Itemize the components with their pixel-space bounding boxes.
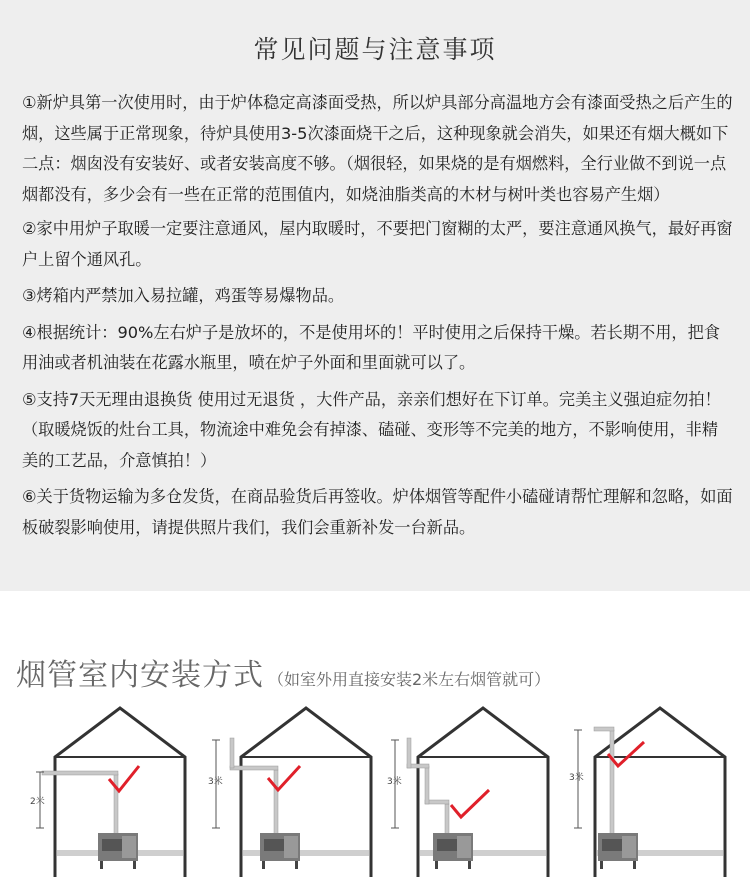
- faq-item-5: ⑤支持7天无理由退换货 使用过无退货 ，大件产品，亲亲们想好在下订单。完美主义强迫症勿拍！（取暖烧饭的灶台工具，物流途中难免会有掉漆、磕碰、变形等不完美的地方，不影响使用，非精美的工艺品，介意慎拍！）: [22, 389, 721, 470]
- install-diagram-3: [385, 700, 575, 880]
- faq-title: 常见问题与注意事项: [253, 35, 497, 64]
- install-title: 烟管室内安装方式: [16, 658, 264, 693]
- install-heading: [16, 650, 550, 694]
- faq-item-6: ⑥关于货物运输为多仓发货，在商品验货后再签收。炉体烟管等配件小磕碰请帮忙理解和忽略，如面板破裂影响使用，请提供照片我们，我们会重新补发一台新品。: [22, 487, 733, 537]
- chimney-pipe: [425, 766, 429, 804]
- chimney-pipe: [407, 738, 411, 768]
- install-diagram-1-graphic: [22, 700, 212, 880]
- chimney-pipe: [594, 727, 614, 731]
- height-label: 3米: [208, 777, 223, 787]
- faq-item-2: ②家中用炉子取暖一定要注意通风，屋内取暖时，不要把门窗糊的太严，要注意通风换气，最好再窗户上留个通风孔。: [22, 219, 733, 269]
- chimney-pipe: [114, 774, 118, 836]
- height-label: 3米: [387, 777, 402, 787]
- chimney-pipe: [230, 738, 234, 768]
- faq-item-3: ③烤箱内严禁加入易拉罐，鸡蛋等易爆物品。: [22, 286, 345, 305]
- chimney-pipe: [42, 771, 118, 775]
- faq-list: [22, 88, 734, 543]
- install-note: （如室外用直接安装2米左右烟管就可）: [268, 670, 551, 689]
- faq-item-4: ④根据统计：90%左右炉子是放坏的，不是使用坏的！平时使用之后保持干燥。若长期不用，把食用油或者机油装在花露水瓶里，喷在炉子外面和里面就可以了。: [22, 322, 720, 372]
- chimney-pipe: [274, 770, 278, 836]
- chimney-pipe: [610, 730, 614, 836]
- install-diagram-4-graphic: [562, 700, 750, 880]
- install-diagram-2: [208, 700, 398, 880]
- install-diagram-2-graphic: [208, 700, 398, 880]
- install-diagram-3-graphic: [385, 700, 575, 880]
- height-label: 3米: [569, 773, 584, 783]
- install-diagram-1: [22, 700, 212, 880]
- faq-item-1: ①新炉具第一次使用时，由于炉体稳定高漆面受热，所以炉具部分高温地方会有漆面受热之后产生的烟，这些属于正常现象，待炉具使用3-5次漆面烧干之后，这种现象就会消失，如果还有烟大概如下二点：烟囱没有安装好、或者安装高度不够。（烟很轻，如果烧的是有烟燃料，全行业做不到说一点烟都没有，多少会有一些在正常的范围值内，如烧油脂类高的木材与树叶类也容易产生烟）: [22, 93, 733, 204]
- chimney-pipe: [230, 766, 278, 770]
- chimney-pipe: [445, 804, 449, 836]
- install-diagram-4: [562, 700, 750, 880]
- height-label: 2米: [30, 797, 45, 807]
